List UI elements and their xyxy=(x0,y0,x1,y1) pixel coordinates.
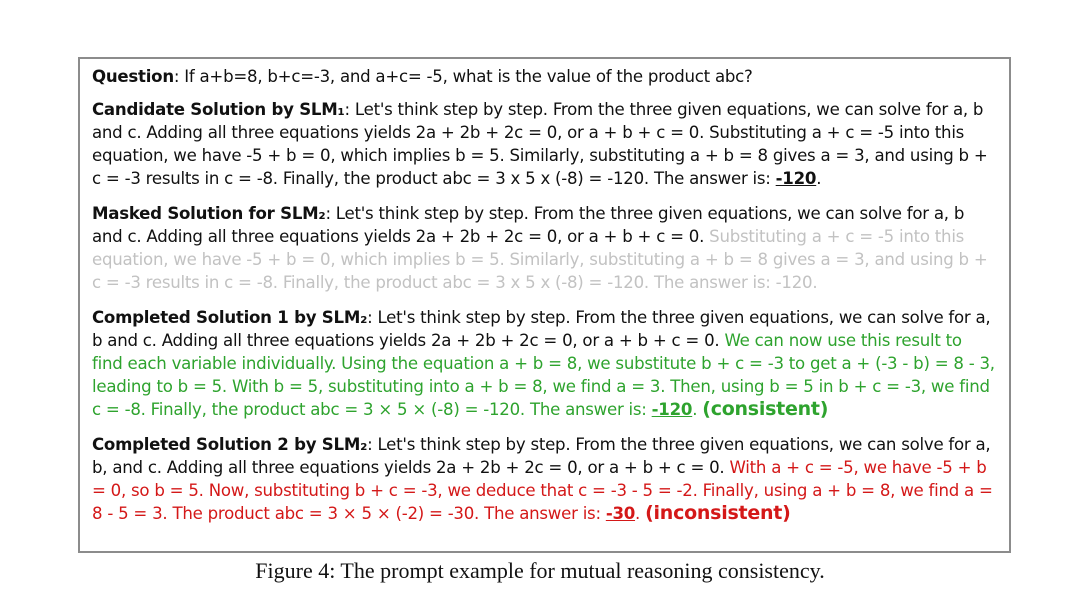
candidate-solution-label: Candidate Solution by SLM₁ xyxy=(92,100,345,119)
candidate-end: . xyxy=(816,169,822,188)
completed-solution-1-prefix: : Let's think step by step. From the three given equations, we can solve for a, b and c. Adding all three equations yields 2a + 2b + 2c = 0, or a + b + c = 0. xyxy=(92,308,991,350)
completed-solution-2-answer: -30 xyxy=(605,504,636,523)
completed-solution-1-answer: -120 xyxy=(651,400,693,419)
masked-visible-text: : Let's think step by step. From the three given equations, we can solve for a, b and c. Adding all three equations yields 2a + 2b + 2c = 0, or a + b + c = 0. xyxy=(92,204,965,246)
completed-solution-2-prefix: : Let's think step by step. From the three given equations, we can solve for a, b, and c. Adding all three equations yields 2a + 2b + 2c = 0, or a + b + c = 0. xyxy=(92,435,991,477)
question-text: : If a+b=8, b+c=-3, and a+c= -5, what is the value of the product abc? xyxy=(173,67,753,86)
inconsistent-verdict: (inconsistent) xyxy=(645,502,791,524)
consistent-verdict: (consistent) xyxy=(702,398,829,420)
candidate-solution-text: : Let's think step by step. From the three given equations, we can solve for a, b and c. Adding all three equations yields 2a + 2b + 2c = 0, or a + b + c = 0. Substituting a + c = -5 into this equation, we have -5 + b = 0, which implies b = 5. Similarly, substituting a + b = 8 gives a = 3, and using b + c = -3 results in c = -8. Finally, the product abc = 3 x 5 x (-8) = -120. The answer is: xyxy=(92,100,988,188)
question-label: Question xyxy=(92,67,174,86)
completed-solution-1-paragraph xyxy=(92,306,997,421)
candidate-answer: -120 xyxy=(775,169,817,188)
completed-solution-1-label: Completed Solution 1 by SLM₂ xyxy=(92,308,368,327)
completed-solution-2-paragraph xyxy=(92,433,997,525)
masked-solution-label: Masked Solution for SLM₂ xyxy=(92,204,326,223)
prompt-example-box xyxy=(78,57,1011,553)
figure-caption: Figure 4: The prompt example for mutual reasoning consistency. xyxy=(255,558,825,583)
completed-solution-1-end: . xyxy=(692,400,703,419)
completed-solution-2-label: Completed Solution 2 by SLM₂ xyxy=(92,435,368,454)
question-paragraph xyxy=(92,65,997,88)
completed-solution-2-completion: With a + c = -5, we have -5 + b = 0, so b = 5. Now, substituting b + c = -3, we deduce that c = -3 - 5 = -2. Finally, using a + b = 8, we find a = 8 - 5 = 3. The product abc = 3 × 5 × (-2) = -30. The answer is: xyxy=(92,458,993,523)
completed-solution-2-end: . xyxy=(635,504,646,523)
masked-hidden-text: Substituting a + c = -5 into this equation, we have -5 + b = 0, which implies b = 5. Similarly, substituting a + b = 8 gives a = 3, and using b + c = -3 results in c = -8. Finally, the product abc = 3 x 5 x (-8) = -120. The answer is: -120. xyxy=(92,227,988,292)
completed-solution-1-completion: We can now use this result to find each variable individually. Using the equation a + b = 8, we substitute b + c = -3 to get a + (-3 - b) = 8 - 3, leading to b = 5. With b = 5, substituting into a + b = 8, we find a = 3. Then, using b = 5 in b + c = -3, we find c = -8. Finally, the product abc = 3 × 5 × (-8) = -120. The answer is: xyxy=(92,331,995,419)
candidate-solution-paragraph xyxy=(92,98,997,190)
masked-solution-paragraph xyxy=(92,202,997,294)
